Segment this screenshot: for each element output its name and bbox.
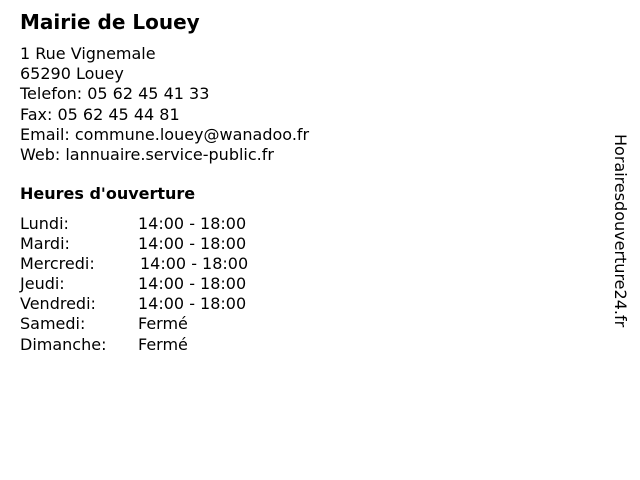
- hours-value: 14:00 - 18:00: [138, 234, 247, 254]
- email-line: Email: commune.louey@wanadoo.fr: [20, 124, 310, 144]
- day-label: Jeudi:: [20, 274, 65, 294]
- address-street: 1 Rue Vignemale: [20, 44, 156, 63]
- day-label: Lundi:: [20, 214, 69, 233]
- hours-row-saturday: [20, 314, 320, 334]
- web-line: Web: lannuaire.service-public.fr: [20, 144, 274, 164]
- contact-block: [20, 44, 309, 165]
- hours-value: 14:00 - 18:00: [138, 274, 247, 294]
- hours-row-tuesday: [20, 234, 320, 254]
- hours-value: 14:00 - 18:00: [138, 294, 247, 314]
- page-title: Mairie de Louey: [20, 10, 200, 34]
- phone-line: Telefon: 05 62 45 41 33: [20, 84, 210, 104]
- hours-row-thursday: [20, 274, 320, 294]
- fax-line: Fax: 05 62 45 44 81: [20, 104, 180, 124]
- address-city: 65290 Louey: [20, 64, 124, 84]
- hours-value: 14:00 - 18:00: [138, 214, 247, 233]
- hours-value: Fermé: [138, 314, 188, 334]
- day-label: Mardi:: [20, 234, 70, 254]
- hours-row-wednesday: [20, 254, 320, 274]
- day-label: Mercredi:: [20, 254, 95, 274]
- opening-hours-heading: Heures d'ouverture: [20, 184, 196, 203]
- day-label: Vendredi:: [20, 294, 96, 314]
- hours-row-monday: [20, 214, 320, 234]
- day-label: Samedi:: [20, 314, 86, 334]
- site-watermark-text: Horairesdouverture24.fr: [611, 134, 630, 328]
- hours-row-sunday: [20, 335, 320, 355]
- hours-value: 14:00 - 18:00: [140, 254, 249, 274]
- opening-hours-table: [20, 214, 320, 355]
- hours-row-friday: [20, 294, 320, 314]
- hours-value: Fermé: [138, 334, 188, 354]
- day-label: Dimanche:: [20, 334, 107, 354]
